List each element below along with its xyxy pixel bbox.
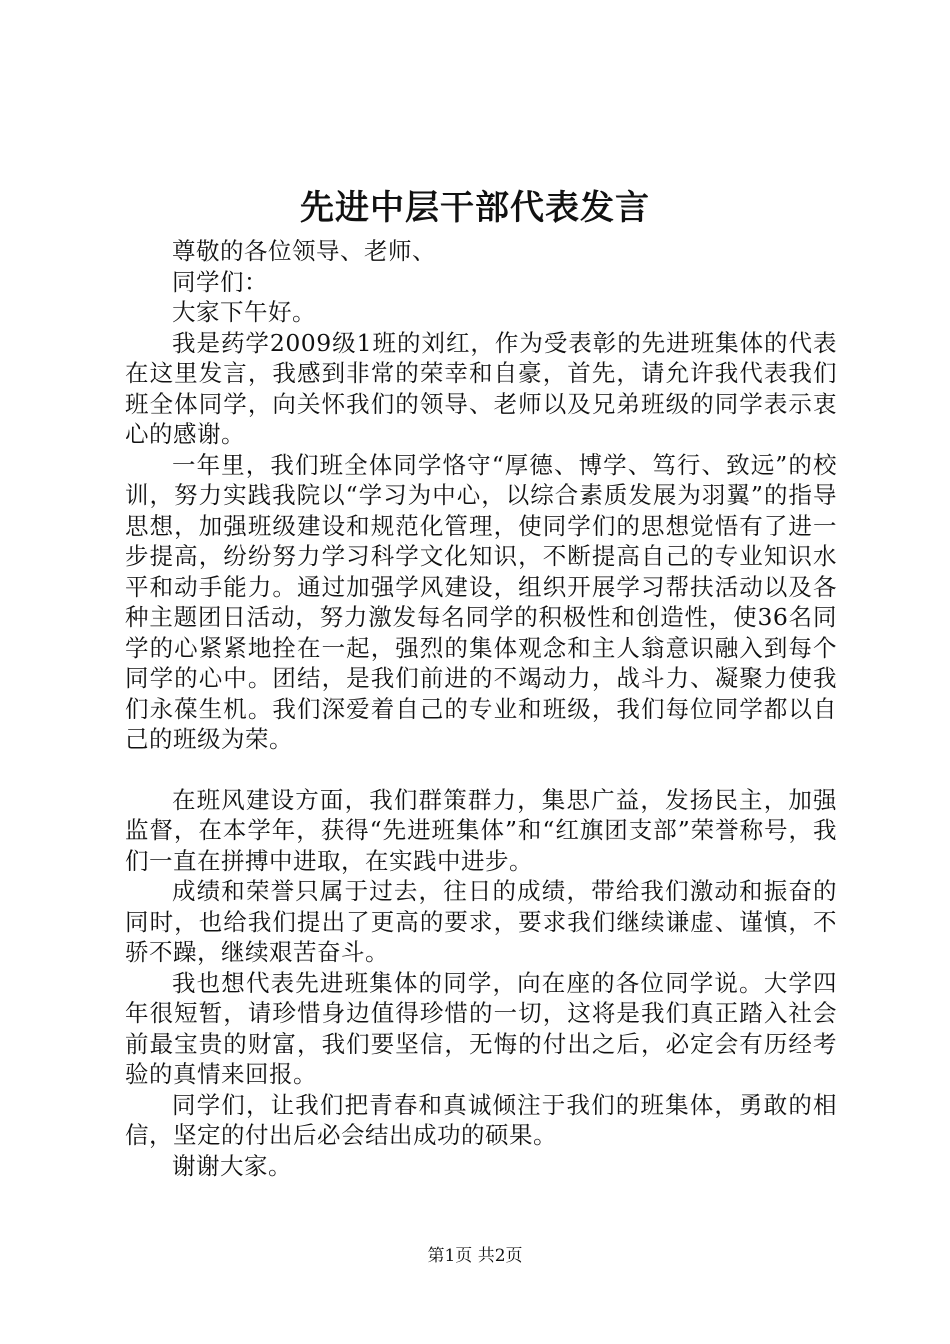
body-paragraph: 一年里，我们班全体同学恪守“厚德、博学、笃行、致远”的校训，努力实践我院以“学习为中心，以综合素质发展为羽翼”的指导思想，加强班级建设和规范化管理，使同学们的思想觉悟有了进一步提高，纷纷努力学习科学文化知识，不断提高自己的专业知识水平和动手能力。通过加强学风建设，组织开展学习帮扶活动以及各种主题团日活动，努力激发每名同学的积极性和创造性，使36名同学的心紧紧地拴在一起，强烈的集体观念和主人翁意识融入到每个同学的心中。团结，是我们前进的不竭动力，战斗力、凝聚力使我们永葆生机。我们深爱着自己的专业和班级，我们每位同学都以自己的班级为荣。 — [125, 450, 837, 753]
greeting-line-2: 同学们： — [172, 267, 268, 296]
page-number-footer: 第1页 共2页 — [427, 1246, 523, 1266]
document-body — [125, 236, 837, 1181]
document-title: 先进中层干部代表发言 — [300, 188, 650, 228]
greeting-line-3: 大家下午好。 — [172, 298, 316, 326]
body-paragraph: 我是药学2009级1班的刘红，作为受表彰的先进班集体的代表在这里发言，我感到非常的荣幸和自豪，首先，请允许我代表我们班全体同学，向关怀我们的领导、老师以及兄弟班级的同学表示衷心的感谢。 — [125, 328, 837, 448]
body-paragraph: 在班风建设方面，我们群策群力，集思广益，发扬民主，加强监督，在本学年，获得“先进班集体”和“红旗团支部”荣誉称号，我们一直在拼搏中进取，在实践中进步。 — [125, 785, 837, 875]
body-paragraph: 同学们，让我们把青春和真诚倾注于我们的班集体，勇敢的相信，坚定的付出后必会结出成功的硕果。 — [125, 1090, 837, 1149]
closing-line: 谢谢大家。 — [172, 1151, 292, 1180]
greeting-line-1: 尊敬的各位领导、老师、 — [172, 237, 436, 265]
body-paragraph: 成绩和荣誉只属于过去，往日的成绩，带给我们激动和振奋的同时，也给我们提出了更高的要求，要求我们继续谦虚、谨慎，不骄不躁，继续艰苦奋斗。 — [125, 877, 837, 966]
body-paragraph: 我也想代表先进班集体的同学，向在座的各位同学说。大学四年很短暂，请珍惜身边值得珍惜的一切，这将是我们真正踏入社会前最宝贵的财富，我们要坚信，无悔的付出之后，必定会有历经考验的真情来回报。 — [125, 968, 837, 1088]
